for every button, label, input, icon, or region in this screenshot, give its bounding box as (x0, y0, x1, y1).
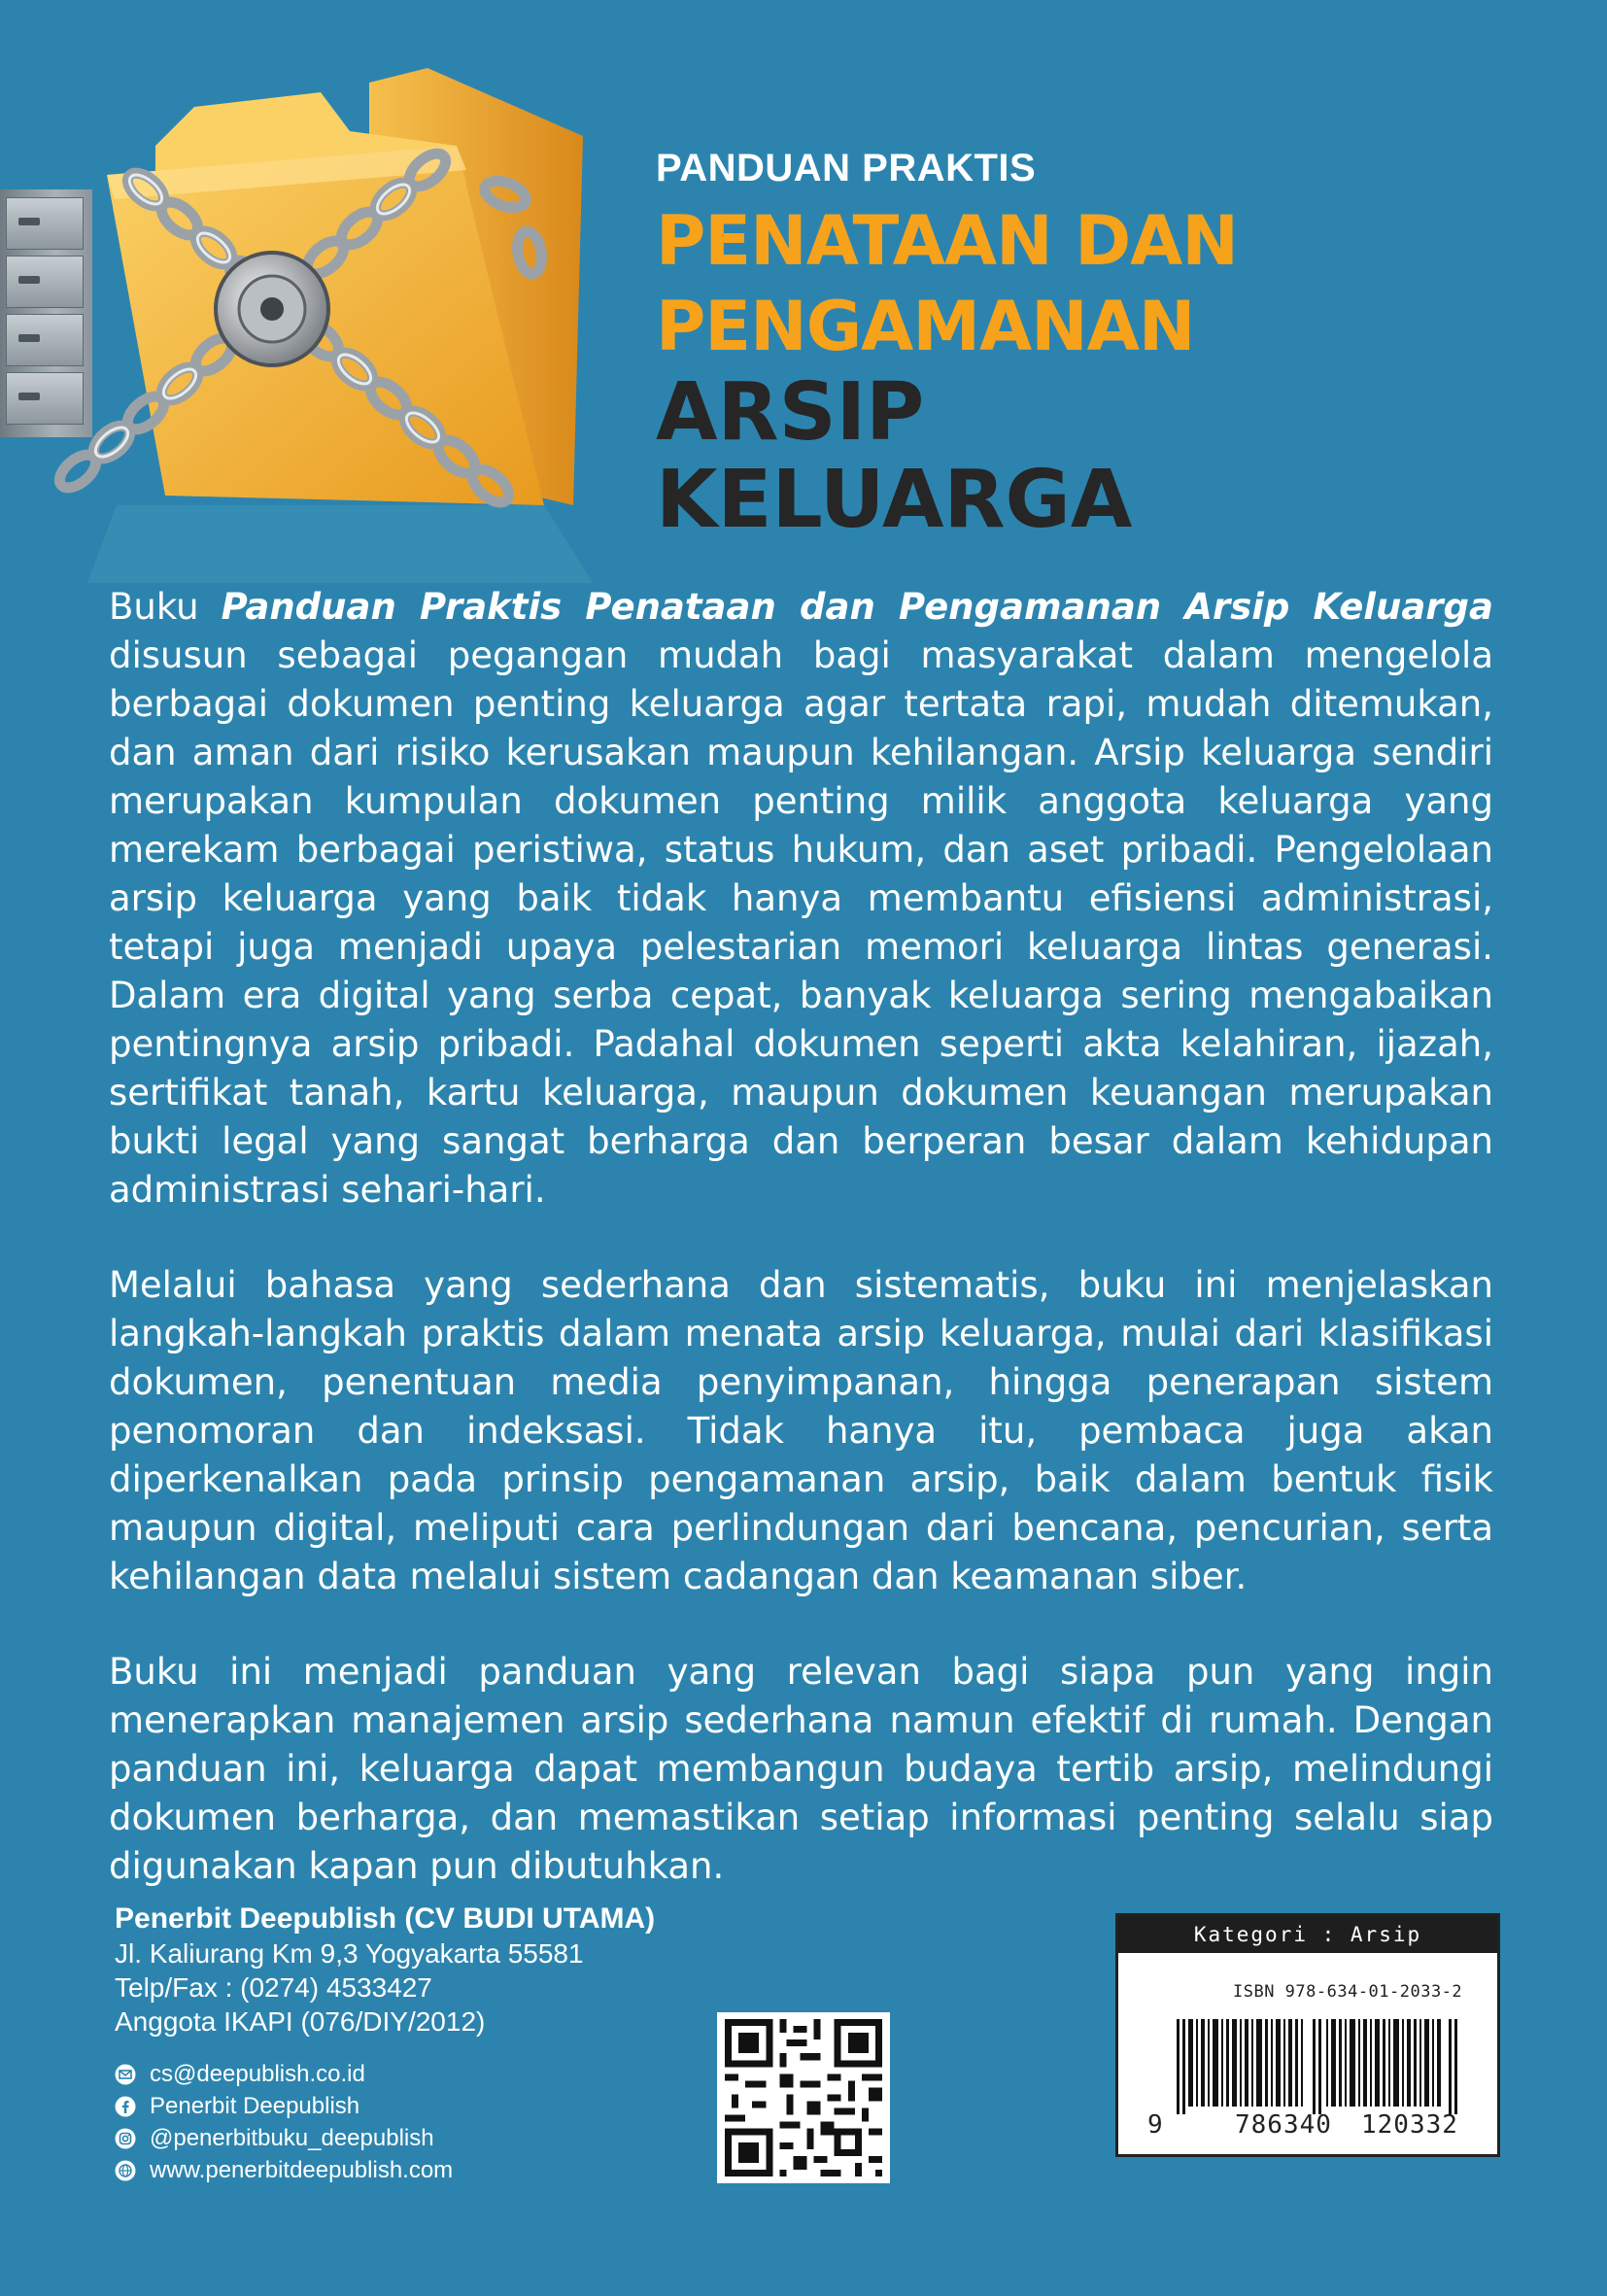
description-paragraph-2: Melalui bahasa yang sederhana dan sistematis, buku ini menjelaskan langkah-langkah praktis dalam menata arsip keluarga, mulai dari klasifikasi dokumen, penentuan media penyimpanan, hingga penerapan sistem penomoran dan indeksasi. Tidak hanya itu, pembaca juga akan diperkenalkan pada prinsip pengamanan arsip, baik dalam bentuk fisik maupun digital, meliputi cara perlindungan dari bencana, pencurian, serta kehilangan data melalui sistem cadangan dan keamanan siber. (109, 1264, 1493, 1597)
publisher-phone: Telp/Fax : (0274) 4533427 (115, 1972, 432, 2003)
contact-text: www.penerbitdeepublish.com (150, 2157, 454, 2183)
contact-facebook[interactable] (115, 2090, 717, 2122)
series-title: PANDUAN PRAKTIS (656, 147, 1037, 189)
p1-rest: disusun sebagai pegangan mudah bagi masyarakat dalam mengelola berbagai dokumen penting keluarga agar tertata rapi, mudah ditemukan, dan aman dari risiko kerusakan maupun kehilangan. Arsip keluarga sendiri merupakan kumpulan dokumen penting milik anggota keluarga yang merekam berbagai peristiwa, status hukum, dan aset pribadi. Pengelolaan arsip keluarga yang baik tidak hanya membantu efisiensi administrasi, tetapi juga menjadi upaya pelestarian memori keluarga lintas generasi. Dalam era digital yang serba cepat, banyak keluarga sering mengabaikan pentingnya arsip pribadi. Padahal dokumen seperti akta kelahiran, ijazah, sertifikat tanah, kartu keluarga, maupun dokumen keuangan merupakan bukti legal yang sangat berharga dan berperan besar dalam kehidupan administrasi sehari-hari. (109, 634, 1493, 1211)
facebook-icon (115, 2096, 136, 2117)
contact-instagram[interactable] (115, 2122, 717, 2154)
barcode-digit-first: 9 (1147, 2110, 1163, 2140)
locked-folder-illustration (0, 0, 641, 583)
barcode-digit-group-2: 120332 (1361, 2110, 1458, 2140)
publisher-address: Jl. Kaliurang Km 9,3 Yogyakarta 55581 (115, 1938, 584, 1969)
qr-code[interactable] (717, 2012, 890, 2183)
contact-list (115, 2058, 717, 2186)
publisher-member: Anggota IKAPI (076/DIY/2012) (115, 2006, 486, 2037)
contact-email[interactable] (115, 2058, 717, 2090)
description-paragraph-3: Buku ini menjadi panduan yang relevan bagi siapa pun yang ingin menerapkan manajemen arsip sederhana namun efektif di rumah. Dengan panduan ini, keluarga dapat membangun budaya tertib arsip, melindungi dokumen berharga, dan memastikan setiap informasi penting selalu siap digunakan kapan pun dibutuhkan. (109, 1651, 1493, 1887)
isbn-number: ISBN 978-634-01-2033-2 (1233, 1982, 1463, 2002)
instagram-icon (115, 2128, 136, 2149)
title-line-4: KELUARGA (656, 454, 1133, 546)
cover-title-block (656, 146, 1589, 544)
title-line-3: ARSIP (656, 366, 925, 459)
isbn-box (1115, 1913, 1500, 2157)
p1-book-title: Panduan Praktis Penataan dan Pengamanan Arsip Keluarga (221, 586, 1493, 628)
contact-text: cs@deepublish.co.id (150, 2061, 365, 2087)
book-description (109, 583, 1493, 1891)
barcode-digit-group-1: 786340 (1235, 2110, 1332, 2140)
folder-chain-lock-icon (0, 0, 641, 583)
contact-text: @penerbitbuku_deepublish (150, 2125, 434, 2151)
qr-code-icon (717, 2012, 890, 2183)
description-paragraph-1 (109, 583, 1493, 1215)
title-line-1: PENATAAN DAN (656, 201, 1238, 281)
email-icon (115, 2064, 136, 2085)
publisher-info (115, 1902, 717, 2186)
contact-text: Penerbit Deepublish (150, 2093, 360, 2119)
category-label: Kategori : Arsip (1118, 1916, 1497, 1953)
p1-lead: Buku (109, 586, 222, 628)
title-line-2: PENGAMANAN (656, 287, 1195, 366)
contact-website[interactable] (115, 2154, 717, 2186)
barcode-icon (1177, 2019, 1468, 2114)
globe-icon (115, 2160, 136, 2181)
publisher-name: Penerbit Deepublish (CV BUDI UTAMA) (115, 1902, 656, 1935)
